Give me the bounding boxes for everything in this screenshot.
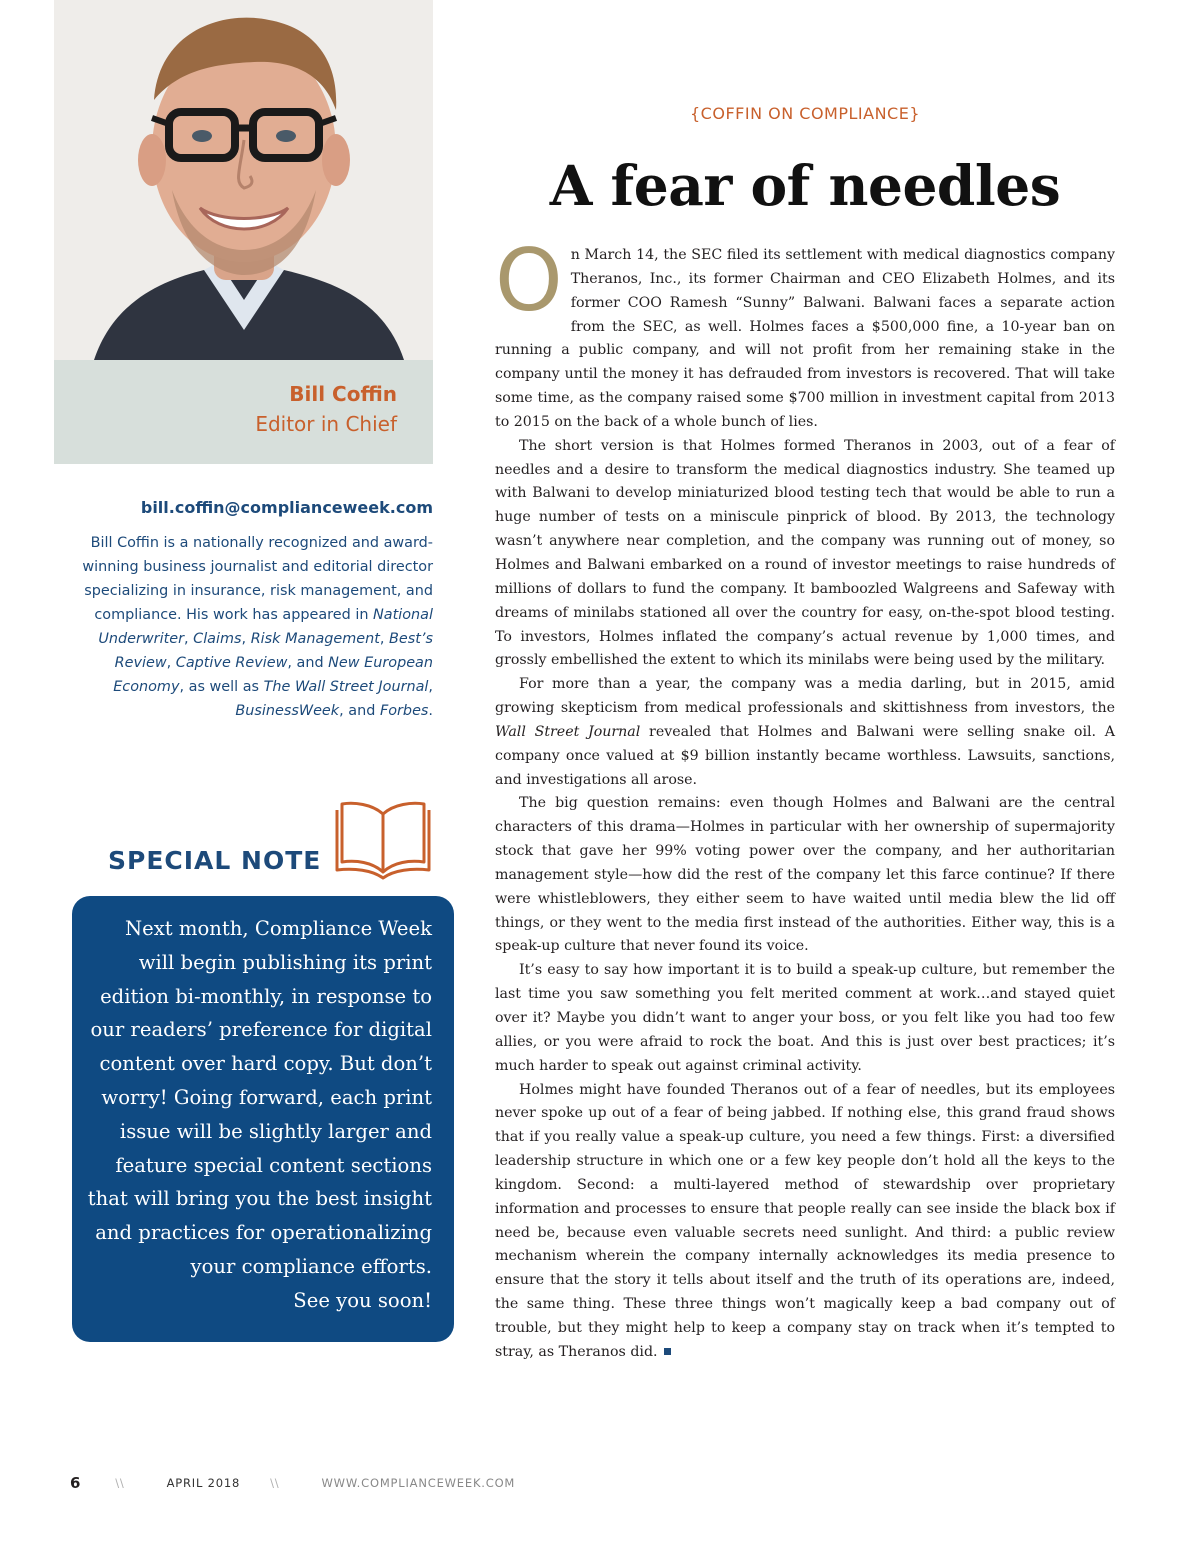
bio-publication: Captive Review (175, 655, 288, 671)
special-note-line: and practices for operationalizing (95, 1221, 432, 1245)
bio-publication: Claims (193, 631, 242, 647)
article-headline: A fear of needles (549, 153, 1061, 218)
special-note-line: worry! Going forward, each print (101, 1085, 432, 1109)
bio-publication: Risk Management (250, 631, 380, 647)
column-kicker: {COFFIN ON COMPLIANCE} (690, 104, 920, 123)
bio-publication: BusinessWeek (235, 703, 340, 719)
special-note-line: our readers’ preference for digital (90, 1018, 432, 1042)
special-note-box (72, 896, 454, 1342)
article-paragraph (495, 1079, 1115, 1365)
end-of-article-icon (664, 1348, 671, 1355)
bio-publication: National Underwriter (98, 607, 433, 647)
bio-text: , (241, 631, 251, 647)
special-note-line: will begin publishing its print (138, 950, 432, 974)
special-note-line: that will bring you the best insight (87, 1187, 432, 1211)
special-note-line: See you soon! (293, 1288, 432, 1312)
author-portrait (54, 0, 433, 360)
bio-text: , (183, 631, 194, 647)
article-paragraph: The big question remains: even though Holmes and Balwani are the central characters of this drama—Holmes in particular with her ownership of supermajority stock that gave her 99% voting power over the company, and her authoritarian management style—how did the rest of the company let this farce continue? If there were whistleblowers, they either seem to have waited until media blew the lid off things, or they went to the media first instead of the authorities. Either way, this is a speak-up culture that never found its voice. (495, 795, 1115, 955)
bio-text: , (166, 655, 176, 671)
author-email-link[interactable]: bill.coffin@complianceweek.com (140, 498, 433, 517)
bio-text: , and (287, 655, 329, 671)
bio-text: , (379, 631, 390, 647)
article-paragraph: The short version is that Holmes formed Theranos in 2003, out of a fear of needles and a desire to transform the medical diagnostics industry. She teamed up with Balwani to develop miniaturized blood testing tech that would be able to run a huge number of tests on a miniscule pinprick of blood. By 2013, the technology wasn’t anywhere near completion, and the company was running out of money, so Holmes and Balwani embarked on a round of investor meetings to raise hundreds of millions of dollars to fund the company. It bamboozled Walgreens and Safeway with dreams of minilabs stationed all over the country for easy, on-the-spot blood testing. To investors, Holmes inflated the company’s actual revenue by 1,000 times, and grossly embellished the extent to which its minilabs were being used by the military. (495, 437, 1115, 669)
special-note-line: issue will be slightly larger and (119, 1119, 432, 1143)
special-note-line: edition bi-monthly, in response to (100, 984, 432, 1008)
article-paragraph (495, 231, 1115, 435)
article-body (495, 231, 1115, 1365)
drop-cap: O (495, 231, 563, 331)
author-role: Editor in Chief (255, 412, 397, 436)
paragraph-text: For more than a year, the company was a media darling, but in 2015, amid growing skepticism from medical professionals and skittishness from investors, the (495, 676, 1115, 717)
bio-text: . (428, 703, 433, 719)
bio-publication: The Wall Street Journal (263, 679, 429, 695)
special-note-line: Next month, Compliance Week (125, 917, 432, 940)
paragraph-text: revealed that Holmes and Balwani were selling snake oil. A company once valued at $9 billion instantly became worthless. Lawsuits, sanctions, and investigations all arose. (495, 723, 1115, 788)
bio-publication: Best’s Review (114, 631, 433, 671)
footer-separator: \\ (115, 1476, 125, 1490)
website-url[interactable]: WWW.COMPLIANCEWEEK.COM (321, 1476, 516, 1490)
article-paragraph: It’s easy to say how important it is to build a speak-up culture, but remember the last time you saw something you felt merited comment at work…and stayed quiet over it? Maybe you didn’t want to anger your boss, or you felt like you had too few allies, or you were afraid to rock the boat. And this is just over best practices; it’s much harder to speak out against criminal activity. (495, 962, 1115, 1074)
open-book-icon (334, 798, 432, 880)
author-bio (54, 531, 433, 723)
bio-publication: New European Economy (113, 655, 433, 695)
special-note-line: content over hard copy. But don’t (99, 1052, 432, 1076)
page-number: 6 (70, 1474, 82, 1492)
bio-text: , and (339, 703, 380, 719)
bio-text: , (428, 679, 433, 695)
publication-name: Wall Street Journal (495, 723, 641, 740)
paragraph-text: Holmes might have founded Theranos out of a fear of needles, but its employees never spoke up out of a fear of being jabbed. If nothing else, this grand fraud shows that if you really value a speak-up culture, you need a few things. First: a diversified leadership structure in which one or a few key people don’t hold all the keys to the kingdom. Second: a multi-layered method of stewardship over proprietary information and processes to ensure that people really can see inside the black box if need be, because even valuable secrets need sunlight. And third: a public review mechanism wherein the company internally acknowledges its media presence to ensure that the story it tells about itself and the truth of its operations are, indeed, the same thing. These three things won’t magically keep a bad company out of trouble, but they might help to keep a company stay on track when it’s tempted to stray, as Theranos did. (495, 1081, 1115, 1360)
special-note-title: SPECIAL NOTE (108, 846, 322, 875)
article-paragraph (495, 673, 1115, 792)
author-name-box (54, 360, 433, 464)
bio-publication: Forbes (379, 703, 429, 719)
paragraph-text: n March 14, the SEC filed its settlement with medical diagnostics company Theranos, Inc., its former Chairman and CEO Elizabeth Holmes, and its former COO Ramesh “Sunny” Balwani. Balwani faces a separate action from the SEC, as well. Holmes faces a $500,000 fine, a 10-year ban on running a public company, and will not profit from her remaining stake in the company until the money it has defrauded from investors is recovered. That will take some time, as the company raised some $700 million in investment capital from 2013 to 2015 on the back of a whole bunch of lies. (495, 247, 1115, 430)
special-note-line: feature special content sections (115, 1153, 432, 1177)
special-note-line: your compliance efforts. (190, 1254, 432, 1278)
issue-date: APRIL 2018 (166, 1476, 241, 1490)
bio-text: , as well as (179, 679, 264, 695)
author-name: Bill Coffin (289, 382, 397, 406)
author-photo (54, 0, 433, 360)
footer-separator: \\ (270, 1476, 280, 1490)
bio-text: Bill Coffin is a nationally recognized and award-winning business journalist and editorial director specializing in insurance, risk management, and compliance. His work has appeared in (82, 535, 433, 623)
page-footer (70, 1474, 515, 1492)
